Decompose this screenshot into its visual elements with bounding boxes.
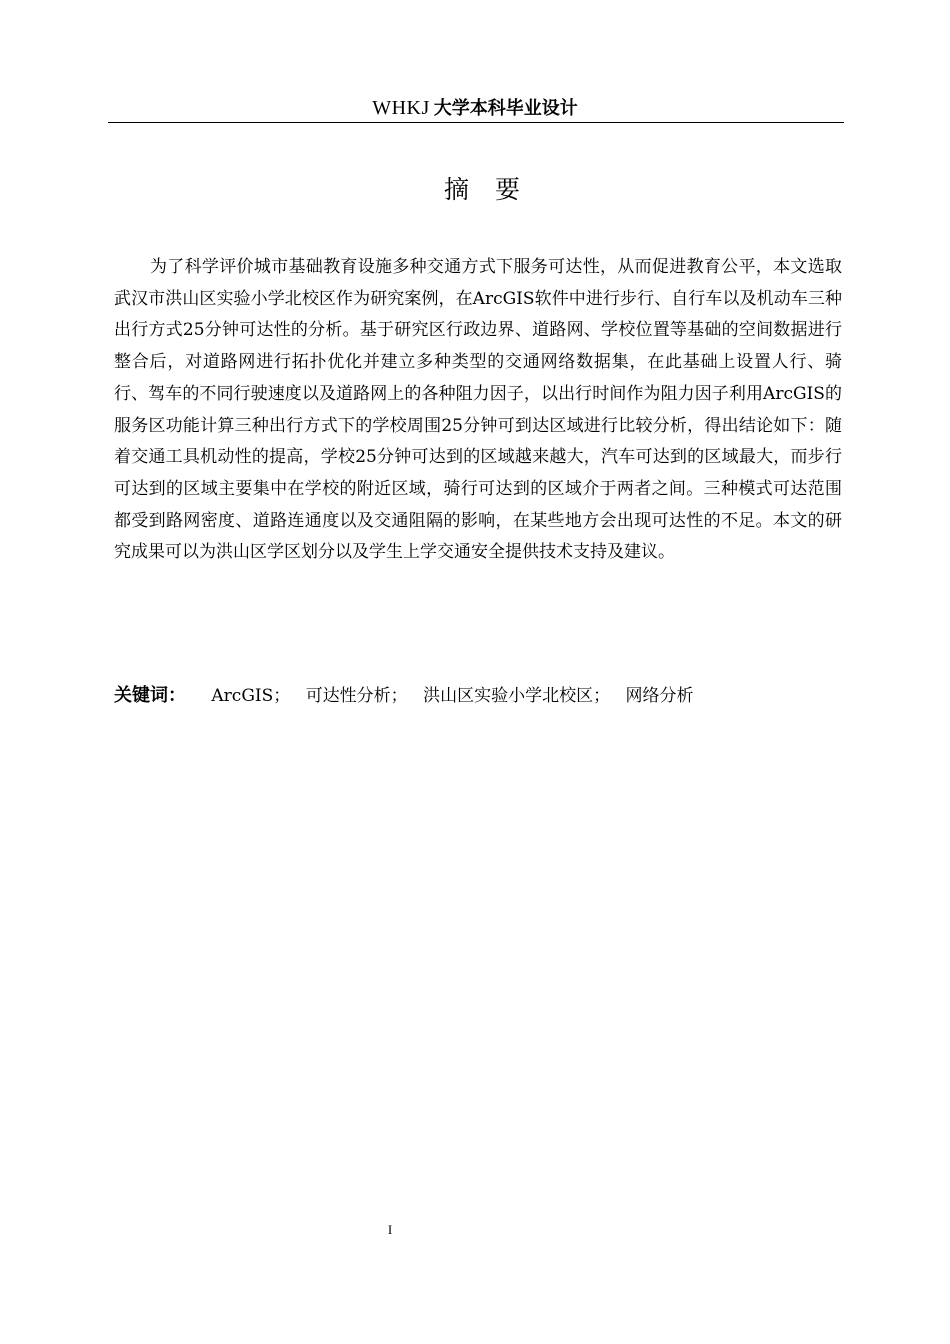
keyword-item: 可达性分析； [305, 686, 408, 706]
header-rule [108, 122, 844, 123]
abstract-paragraph: 为了科学评价城市基础教育设施多种交通方式下服务可达性，从而促进教育公平，本文选取武汉市洪山区实验小学北校区作为研究案例，在ArcGIS软件中进行步行、自行车以及机动车三种出行方式25分钟可达性的分析。基于研究区行政边界、道路网、学校位置等基础的空间数据进行整合后，对道路网进行拓扑优化并建立多种类型的交通网络数据集，在此基础上设置人行、骑行、驾车的不同行驶速度以及道路网上的各种阻力因子，以出行时间作为阻力因子利用ArcGIS的服务区功能计算三种出行方式下的学校周围25分钟可到达区域进行比较分析，得出结论如下：随着交通工具机动性的提高，学校25分钟可达到的区域越来越大，汽车可达到的区域最大，而步行可达到的区域主要集中在学校的附近区域，骑行可达到的区域介于两者之间。三种模式可达范围都受到路网密度、道路连通度以及交通阻隔的影响，在某些地方会出现可达性的不足。本文的研究成果可以为洪山区学区划分以及学生上学交通安全提供技术支持及建议。 [114, 257, 842, 563]
keyword-item: ArcGIS； [211, 686, 291, 706]
keywords-label: 关键词： [114, 685, 186, 706]
header-document-type: 大学本科毕业设计 [433, 98, 578, 119]
keyword-item: 网络分析 [625, 686, 694, 706]
header-institution-code: WHKJ [372, 97, 430, 119]
page-header [0, 94, 950, 123]
keywords-line [114, 681, 704, 711]
page-title: 摘要 [443, 175, 546, 204]
keyword-item: 洪山区实验小学北校区； [423, 686, 611, 706]
page-number: I [387, 1222, 393, 1237]
